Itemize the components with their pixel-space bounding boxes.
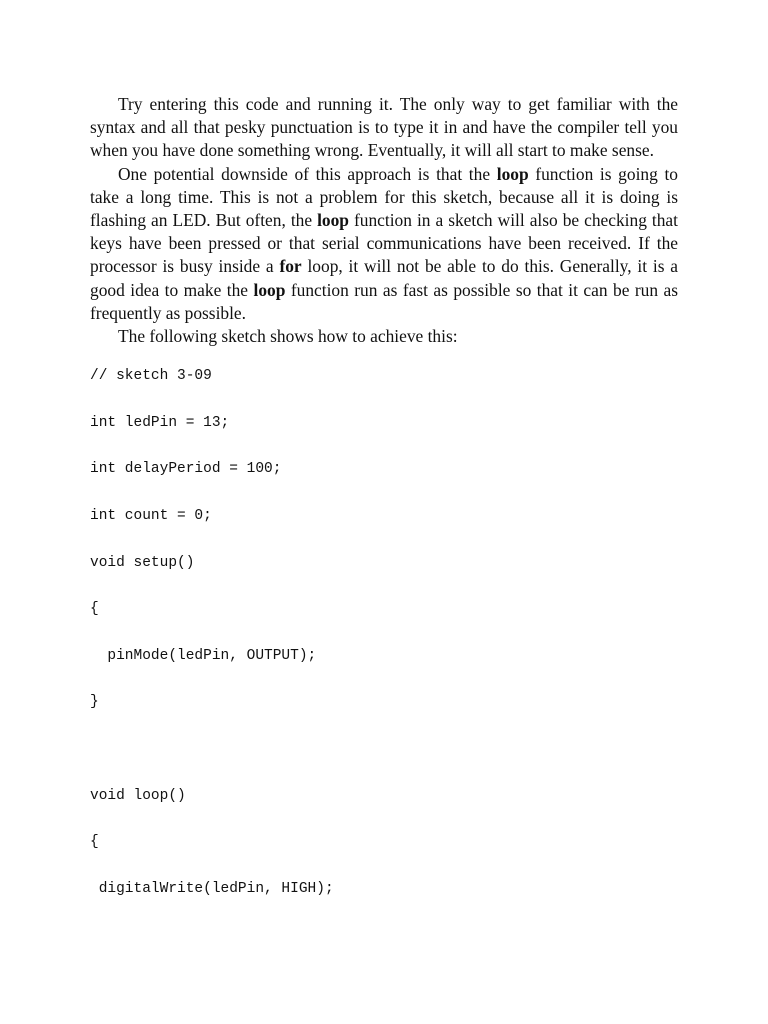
- bold-keyword: loop: [496, 163, 529, 184]
- code-line: void setup(): [90, 554, 195, 571]
- code-line: int count = 0;: [90, 508, 212, 525]
- paragraph: [90, 325, 678, 348]
- document-page: [90, 93, 678, 926]
- code-line: {: [90, 834, 99, 851]
- bold-keyword: loop: [317, 210, 349, 231]
- text-run: Try entering this code and running it. The only way to get familiar with the syntax and all that pesky punctuation is to type it in and have the compiler tell you when you have done something wrong. Eventually, it will all start to make sense.: [90, 94, 678, 161]
- text-run: loop, it will not be able to do this. Generally, it is a good idea to make the: [90, 256, 678, 300]
- text-run: function is going to take a long time. This is not a problem for this sketch, because all it is doing is flashing an LED. But often, the: [90, 163, 678, 231]
- code-line: }: [90, 694, 99, 711]
- code-line: void loop(): [90, 787, 186, 804]
- body-text: [90, 93, 678, 348]
- code-line: int delayPeriod = 100;: [90, 461, 282, 478]
- bold-keyword: loop: [253, 279, 286, 300]
- text-run: One potential downside of this approach is that the: [118, 163, 497, 184]
- code-line: int ledPin = 13;: [90, 414, 230, 431]
- code-listing: [90, 367, 678, 926]
- text-run: The following sketch shows how to achieve this:: [118, 326, 458, 347]
- text-run: function run as fast as possible so that it can be run as frequently as possible.: [90, 279, 678, 323]
- code-line: [90, 740, 678, 787]
- code-line: {: [90, 601, 99, 618]
- text-run: function in a sketch will also be checking that keys have been pressed or that serial communications have been received. If the processor is busy inside a: [90, 210, 678, 277]
- paragraph: [90, 163, 678, 325]
- code-line: // sketch 3-09: [90, 368, 212, 385]
- code-line: pinMode(ledPin, OUTPUT);: [90, 647, 317, 664]
- bold-keyword: for: [279, 256, 302, 277]
- code-line: digitalWrite(ledPin, HIGH);: [90, 880, 334, 897]
- paragraph: [90, 93, 678, 163]
